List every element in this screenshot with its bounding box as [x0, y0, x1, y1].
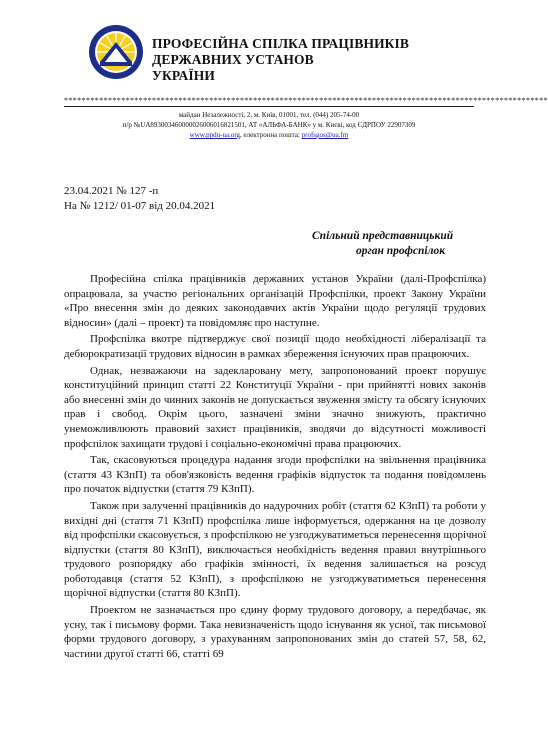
union-logo	[88, 24, 144, 80]
body-paragraph: Однак, незважаючи на задекларовану мету, запропонований проект порушує конституційний принцип статті 22 Конституції України - при прийнятті нових законів або внесенні змін до чинних законів не допускається звуження змісту та обсягу існуючих прав і свобод. Окрім цього, зазначені зміни значно знижують, практично унеможливлюють правовий захист працівників, зводячи до відсутності можливості профспілок захищати трудові і соціально-економічні права працюючих.	[64, 364, 486, 450]
address-line: майдан Незалежності, 2, м. Київ, 01001, тел. (044) 205-74-00	[178, 111, 360, 119]
header-rule	[64, 106, 474, 107]
addressee-block	[312, 229, 453, 259]
body-paragraph: Проектом не зазначається про єдину форму трудового договору, а передбачає, як усну, так і письмову форми. Така невизначеність щодо існування як усної, так письмової форми трудового договору, з урахуванням запропонованих змін до статей 57, 58, 62, частини другої статті 66, статті 69	[64, 604, 486, 660]
reference-block	[64, 184, 215, 214]
incoming-reference: На № 1212/ 01-07 від 20.04.2021	[64, 200, 216, 212]
addressee-line: орган профспілок	[356, 245, 446, 257]
website-link[interactable]: www.ppdu-ua.org	[189, 131, 241, 139]
addressee-line: Спільний представницький	[312, 230, 454, 242]
body-paragraph: Так, скасовуються процедура надання згоди профспілки на звільнення працівника (стаття 43 КЗпП) та обов'язковість ведення графіків відпусток та подання повідомлень про початок відпустки (стаття 79 КЗпП).	[64, 454, 486, 496]
org-name-line: ПРОФЕСІЙНА СПІЛКА ПРАЦІВНИКІВ	[152, 36, 410, 51]
email-link[interactable]: profsgos@ua.fm	[301, 131, 349, 139]
body-paragraph: Також при залученні працівників до надурочних робіт (стаття 62 КЗпП) та роботи у вихідні дні (стаття 71 КЗпП) профспілка лише інформується, одержання на це дозволу від профспілки скасовується, з профспілкою не узгоджуватиметься перенесення щорічної відпустки (стаття 80 КЗпП), виключається необхідність ведення правил внутрішнього трудового розпорядку або графіків змінності, їх ведення залишається на розсуд роботодавця (стаття 52 КЗпП), з профспілкою не узгоджуватиметься перенесення щорічної відпустки (стаття 80 КЗпП).	[64, 499, 486, 600]
body-paragraph: Професійна спілка працівників державних установ України (далі-Профспілка) опрацювала, за участю регіональних організацій Профспілки, проект Закону України «Про внесення змін до деяких законодавчих актів України щодо регуляції трудових відносин» (далі – проект) та повідомляє про наступне.	[64, 273, 486, 329]
body-paragraph: Профспілка вкотре підтверджує свої позиції щодо необхідності лібералізації та дебюрократизації трудових відносин в рамках збереження існуючих прав працюючих.	[64, 333, 486, 360]
star-separator: **************************************************************************************************************	[64, 96, 548, 105]
outgoing-number: 23.04.2021 № 127 -п	[64, 185, 159, 197]
organization-name	[152, 36, 482, 84]
bank-line: п/р №UA893003460000026006016821501, АТ «АЛЬФА-БАНК» у м. Києві, код ЄДРПОУ 22907309	[122, 121, 416, 129]
letter-body	[64, 272, 486, 663]
web-email-line	[64, 130, 474, 140]
contact-block	[64, 110, 474, 140]
org-name-line: УКРАЇНИ	[152, 68, 215, 83]
org-name-line: ДЕРЖАВНИХ УСТАНОВ	[152, 52, 314, 67]
email-label: , електронна пошта:	[240, 131, 302, 139]
